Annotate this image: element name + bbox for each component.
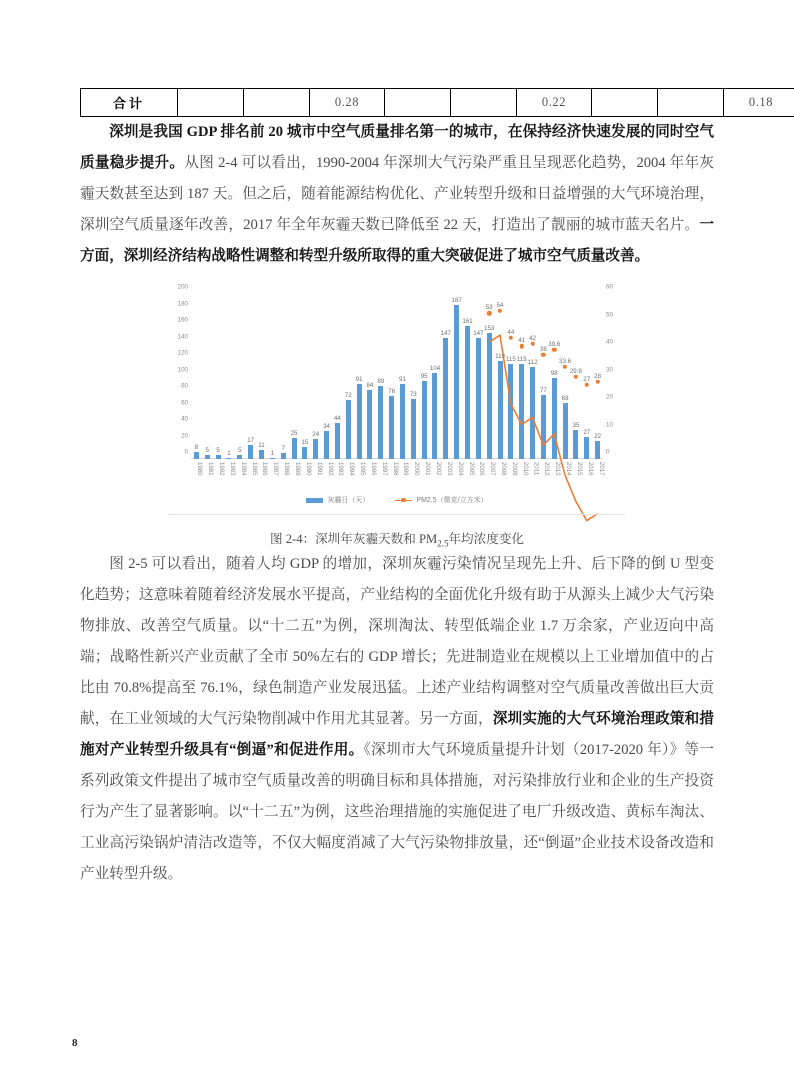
bar-slot [592, 294, 605, 476]
bar-slot [310, 294, 323, 476]
bar-value-label: 34 [323, 422, 330, 430]
legend-item-haze-days [306, 495, 369, 505]
bar-slot [516, 294, 529, 476]
chart-bottom-rule [169, 514, 625, 515]
pm25-value-label: 44 [507, 328, 515, 336]
x-axis-tick-label: 2012 [543, 462, 551, 476]
bar-value-label: 7 [281, 445, 285, 453]
bar [324, 431, 329, 459]
chart-legend [163, 495, 631, 505]
bar-value-label: 72 [344, 391, 352, 399]
bar-value-label: 11 [258, 441, 265, 449]
bar-slot [560, 294, 572, 476]
y2-axis-tick-60: 60 [606, 283, 613, 291]
bar [378, 386, 383, 459]
bar-slot [386, 294, 399, 476]
bar-value-label: 24 [312, 431, 320, 439]
bar-slot [289, 294, 301, 476]
y-axis-tick-60: 60 [181, 399, 188, 406]
bar-series-haze-days [191, 294, 605, 476]
bar-value-label: 17 [247, 436, 255, 444]
y-axis-tick-180: 180 [177, 300, 188, 307]
bar-value-label: 1 [227, 450, 231, 458]
y2-axis-tick-40: 40 [606, 338, 613, 346]
bar-value-label: 5 [216, 446, 220, 454]
bar [552, 378, 557, 459]
bar [216, 455, 221, 459]
x-axis-tick-label: 2001 [423, 462, 431, 476]
x-axis-tick-label: 2008 [499, 462, 507, 476]
pm25-value-label: 33.6 [559, 357, 572, 365]
x-axis-tick-label: 1982 [217, 462, 225, 476]
x-axis-tick-label: 2017 [597, 462, 605, 476]
bar-value-label: 95 [420, 372, 428, 380]
bar [487, 333, 492, 459]
caption-subscript: 2.5 [437, 538, 449, 549]
bar-value-label: 35 [572, 422, 580, 430]
page-number: 8 [72, 1037, 78, 1049]
bar-value-label: 68 [561, 394, 569, 402]
bar-value-label: 91 [399, 375, 406, 383]
bar-value-label: 91 [355, 375, 363, 383]
x-axis-tick-label: 1994 [348, 462, 356, 476]
bar [454, 305, 459, 459]
bar-slot [234, 294, 247, 476]
bar-value-label: 115 [516, 356, 527, 364]
pm25-value-label: 42 [529, 334, 536, 342]
bar [530, 367, 535, 459]
table-cell-value: 0.28 [310, 89, 385, 117]
x-axis-tick-label: 1987 [272, 462, 280, 476]
bar [205, 455, 210, 459]
x-axis-tick-label: 1993 [337, 462, 345, 476]
bar [346, 400, 351, 459]
bar-value-label: 8 [194, 444, 199, 452]
bar [194, 452, 199, 459]
bar [595, 441, 600, 459]
y-axis-tick-40: 40 [181, 415, 188, 423]
figure-caption [80, 528, 714, 549]
x-axis-tick-label: 2013 [554, 462, 562, 476]
bar-slot [581, 294, 594, 476]
bar-slot [256, 294, 269, 476]
x-axis-tick-label: 1992 [326, 462, 334, 476]
y2-axis-tick-30: 30 [606, 366, 613, 373]
paragraph-air-quality-ranking [80, 117, 714, 272]
bar-value-label: 84 [366, 381, 374, 389]
pm25-value-label: 53 [485, 304, 493, 312]
bar-value-label: 76 [388, 388, 396, 396]
y-axis-tick-20: 20 [181, 432, 188, 439]
bar [584, 437, 589, 459]
x-axis-tick-label: 1985 [250, 462, 258, 476]
bar-slot [191, 294, 204, 476]
y2-axis-tick-10: 10 [606, 421, 613, 428]
x-axis-tick-label: 2014 [564, 462, 572, 476]
x-axis-tick-label: 1983 [228, 462, 236, 476]
bar-value-label: 153 [484, 324, 495, 332]
pm25-value-label: 39.6 [548, 341, 561, 349]
y2-axis-tick-20: 20 [606, 393, 613, 401]
caption-suffix: 年均浓度变化 [448, 532, 525, 546]
y-axis-tick-80: 80 [181, 382, 188, 390]
para1-seg1: 从图 2-4 可以看出，1990-2004 年深圳大气污染严重且呈现恶化趋势，2004 年年灰霾天数甚至达到 187 天。但之后，随着能源结构优化、产业转型升级和日益增强的大气环境治理，深圳空气质量逐年改善，2017 年全年灰霾天数已降低至 22 天，打造出了靓丽的城市蓝天名片。 [80, 155, 714, 233]
bar-slot [538, 294, 551, 476]
bar-value-label: 27 [583, 428, 591, 436]
pm25-value-label: 29.8 [569, 368, 582, 376]
x-axis-tick-label: 1997 [380, 462, 388, 476]
bar-value-label: 25 [290, 430, 298, 438]
x-axis-tick-label: 2016 [586, 462, 594, 476]
bar [400, 384, 405, 459]
bar [367, 390, 372, 459]
table-cell [658, 89, 724, 117]
pm25-value-label: 54 [496, 301, 504, 309]
bar-value-label: 98 [550, 370, 558, 378]
para1-seg2: 一方面，深圳经济结构战略性调整和转型升级所取得的重大突破促进了城市空气质量改善。 [80, 217, 714, 264]
table-cell-label: 合计 [81, 89, 178, 117]
para2-seg1: 深圳实施的大气环境治理政策和措施对产业转型升级具有“倒逼”和促进作用。 [80, 710, 714, 758]
bar [259, 450, 264, 459]
bar [270, 458, 275, 459]
bar-slot [245, 294, 258, 476]
summary-table [80, 88, 794, 117]
bar-slot [440, 294, 453, 476]
page-content [80, 0, 774, 890]
x-axis-tick-label: 2004 [456, 462, 464, 476]
y-axis-tick-200: 200 [177, 283, 188, 291]
figure-2-4 [80, 283, 714, 517]
bar-slot [299, 294, 312, 476]
bar-slot [213, 294, 225, 476]
bar-value-label: 22 [594, 432, 602, 440]
table-cell [244, 89, 310, 117]
bar [573, 430, 578, 459]
bar [465, 326, 470, 459]
paragraph-kuznets-curve [80, 549, 714, 890]
bar [519, 364, 524, 459]
bar-value-label: 161 [462, 318, 473, 326]
bar [313, 439, 318, 459]
x-axis-tick-label: 1980 [196, 462, 204, 476]
y-axis-tick-100: 100 [177, 366, 188, 373]
bar-slot [321, 294, 334, 476]
bar [563, 403, 568, 459]
x-axis-tick-label: 1995 [358, 462, 366, 476]
legend-line-swatch-icon [395, 498, 412, 503]
pm25-value-label: 28 [594, 372, 602, 380]
table-row [81, 89, 794, 117]
chart-plot-area [177, 283, 613, 476]
bar-value-label: 115 [505, 356, 516, 364]
bar-slot [408, 294, 421, 476]
bar-slot [527, 294, 540, 476]
bar-value-label: 147 [473, 329, 484, 337]
pm25-value-label: 27 [583, 375, 591, 383]
bar [302, 447, 307, 459]
table-cell-value: 0.22 [517, 89, 592, 117]
bar-slot [332, 294, 345, 476]
bar-value-label: 5 [205, 446, 209, 454]
x-axis-tick-label: 2009 [510, 462, 518, 476]
x-axis-tick-label: 1998 [391, 462, 399, 476]
y2-axis-tick-0: 0 [606, 448, 610, 456]
bar [389, 396, 394, 459]
bar-value-label: 77 [539, 387, 547, 395]
bar-slot [375, 294, 388, 476]
x-axis-tick-label: 2002 [434, 462, 442, 476]
table-cell-value: 0.18 [724, 89, 794, 117]
x-axis-tick-label: 1981 [207, 462, 215, 476]
legend-item-pm25 [395, 495, 487, 505]
bar-slot [202, 294, 215, 476]
x-axis-tick-label: 1999 [402, 462, 410, 476]
y-axis-tick-160: 160 [177, 316, 188, 324]
x-axis-tick-label: 2010 [521, 462, 529, 476]
x-axis-tick-label: 2007 [488, 462, 496, 476]
pm25-value-label: 38 [539, 345, 547, 353]
bar-slot [571, 294, 583, 476]
bar-slot [473, 294, 486, 476]
bar-slot [278, 294, 290, 476]
bar-slot [224, 294, 236, 476]
bar-slot [343, 294, 356, 476]
bar-slot [505, 294, 518, 476]
bar-value-label: 5 [238, 446, 242, 454]
x-axis-tick-label: 1988 [282, 462, 290, 476]
bar [226, 458, 231, 459]
bar [498, 361, 503, 459]
bar-slot [397, 294, 410, 476]
bar-value-label: 44 [333, 414, 341, 422]
bar [281, 453, 286, 459]
bar [237, 455, 242, 459]
x-axis-tick-label: 1989 [293, 462, 301, 476]
para2-seg2: 《深圳市大气环境质量提升计划（2017-2020 年）》等一系列政策文件提出了城市空气质量改善的明确目标和具体措施，对污染排放行业和企业的生产投资行为产生了显著影响。以“十二五”为例，这些治理措施的实施促进了电厂升级改造、黄标车淘汰、工业高污染锅炉清洁改造等，不仅大幅度消减了大气污染物排放量，还“倒逼”企业技术设备改造和产业转型升级。 [80, 741, 714, 882]
bar-value-label: 112 [527, 358, 538, 366]
x-axis-tick-label: 1986 [261, 462, 269, 476]
bar-slot [354, 294, 366, 476]
x-axis-tick-label: 2003 [445, 462, 453, 476]
para2-seg0: 图 2-5 可以看出，随着人均 GDP 的增加，深圳灰霾污染情况呈现先上升、后下降的倒 U 型变化趋势；这意味着随着经济发展水平提高，产业结构的全面优化升级有助于从源头上减少大气污染物排放、改善空气质量。以“十二五”为例，深圳淘汰、转型低端企业 1.7 万余家，产业迈向中高端；战略性新兴产业贡献了全市 50%左右的 GDP 增长；先进制造业在规模以上工业增加值中的占比由 70.8%提高至 76.1%，绿色制造产业发展迅猛。上述产业结构调整对空气质量改善做出巨大贡献，在工业领域的大气污染物削减中作用尤其显著。另一方面， [80, 555, 714, 727]
table-cell [451, 89, 517, 117]
bar-value-label: 119 [495, 352, 505, 360]
caption-prefix: 图 2-4：深圳年灰霾天数和 PM [269, 532, 438, 546]
bar-slot [419, 294, 431, 476]
table-cell [385, 89, 451, 117]
x-axis-tick-label: 2000 [413, 462, 421, 476]
bar-slot [365, 294, 377, 476]
bar-value-label: 104 [429, 365, 441, 373]
x-axis-tick-label: 1991 [315, 462, 323, 476]
bar [411, 399, 416, 459]
x-axis-tick-label: 1984 [239, 462, 247, 476]
bar [292, 438, 297, 459]
table-cell [178, 89, 244, 117]
y-axis-tick-140: 140 [177, 333, 188, 340]
x-axis-tick-label: 2005 [467, 462, 475, 476]
bar-slot [495, 294, 507, 476]
legend-label-pm25: PM2.5（微克/立方米） [416, 497, 488, 504]
x-axis-tick-label: 1996 [369, 462, 377, 476]
y-axis-tick-120: 120 [177, 349, 188, 357]
bar-value-label: 15 [301, 438, 309, 446]
x-axis-tick-label: 2015 [575, 462, 583, 476]
bar-slot [451, 294, 464, 476]
pm25-value-label: 41 [518, 337, 526, 345]
para1-seg0: 深圳是我国 GDP 排名前 20 城市中空气质量排名第一的城市，在保持经济快速发展的同时空气质量稳步提升。 [80, 124, 714, 171]
bar-slot [429, 294, 442, 476]
bar [335, 423, 340, 459]
bar-slot [549, 294, 562, 476]
bar-value-label: 1 [270, 450, 275, 458]
bar [432, 373, 437, 459]
bar [422, 381, 427, 459]
legend-label-haze-days: 灰霾日（天） [327, 497, 370, 504]
bar-value-label: 73 [409, 390, 417, 398]
chart-canvas [163, 283, 631, 517]
bar-slot [267, 294, 280, 476]
table-cell [592, 89, 658, 117]
bar [357, 384, 362, 459]
x-axis-tick-label: 2006 [478, 462, 486, 476]
y-axis-tick-0: 0 [184, 448, 188, 456]
bar-value-label: 187 [451, 296, 462, 304]
bar [476, 338, 481, 459]
bar-slot [462, 294, 475, 476]
table-body [81, 89, 794, 117]
x-axis-tick-label: 1990 [304, 462, 312, 476]
bar [248, 445, 253, 459]
bar [443, 338, 448, 459]
bar-value-label: 89 [377, 377, 385, 385]
bar-slot [484, 294, 496, 476]
bar [541, 395, 546, 459]
y2-axis-tick-50: 50 [606, 311, 613, 319]
bar [508, 364, 513, 459]
x-axis-tick-label: 2011 [532, 462, 540, 476]
legend-bar-swatch-icon [306, 498, 323, 503]
bar-value-label: 147 [440, 329, 451, 337]
